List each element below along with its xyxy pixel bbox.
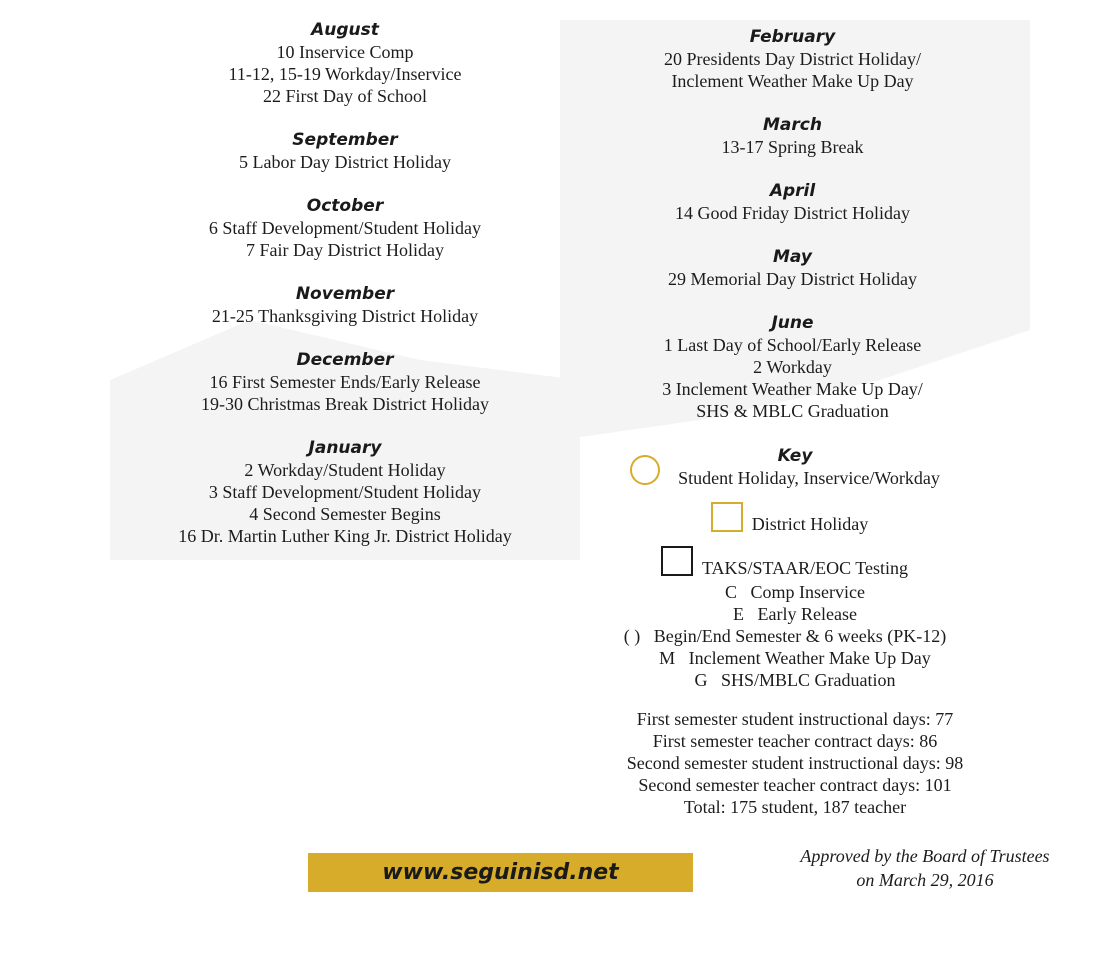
event-line: 7 Fair Day District Holiday	[246, 240, 444, 260]
stat-line: First semester student instructional days: 77	[636, 709, 954, 729]
event-line: 14 Good Friday District Holiday	[675, 203, 910, 223]
event-line: 3 Inclement Weather Make Up Day/	[662, 379, 923, 399]
month-november	[110, 283, 580, 327]
key-code-row: E Early Release	[733, 604, 857, 624]
month-september	[110, 129, 580, 173]
month-title: October	[306, 196, 384, 216]
event-line: 21-25 Thanksgiving District Holiday	[211, 306, 479, 326]
event-line: 22 First Day of School	[263, 86, 427, 106]
legend-key	[560, 445, 1030, 691]
month-title: June	[771, 313, 814, 333]
event-line: 11-12, 15-19 Workday/Inservice	[228, 64, 462, 84]
month-january	[110, 437, 580, 547]
month-title: August	[311, 20, 379, 40]
event-line: 1 Last Day of School/Early Release	[663, 335, 922, 355]
stat-line: Total: 175 student, 187 teacher	[683, 797, 907, 817]
stat-line: Second semester student instructional days: 98	[626, 753, 964, 773]
month-october	[110, 195, 580, 261]
event-line: 13-17 Spring Break	[721, 137, 864, 157]
event-line: 20 Presidents Day District Holiday/	[664, 49, 921, 69]
month-february	[560, 26, 1025, 92]
event-line: 16 Dr. Martin Luther King Jr. District Holiday	[178, 526, 512, 546]
gold-square-icon	[711, 502, 743, 532]
event-line: Inclement Weather Make Up Day	[671, 71, 914, 91]
month-may	[560, 246, 1025, 290]
key-label: District Holiday	[751, 514, 869, 534]
second-semester-column	[560, 26, 1025, 444]
key-code-row: C Comp Inservice	[725, 582, 865, 602]
key-row-circle	[560, 467, 1030, 491]
event-line: SHS & MBLC Graduation	[696, 401, 889, 421]
event-line: 2 Workday/Student Holiday	[244, 460, 446, 480]
key-label: Student Holiday, Inservice/Workday	[678, 468, 940, 488]
month-title: December	[296, 350, 394, 370]
month-title: September	[292, 130, 398, 150]
key-row-gold-square	[560, 513, 1030, 537]
key-label: TAKS/STAAR/EOC Testing	[701, 558, 909, 578]
black-square-icon	[661, 546, 693, 576]
month-june	[560, 312, 1025, 422]
event-line: 6 Staff Development/Student Holiday	[208, 218, 482, 238]
approval-line: on March 29, 2016	[856, 870, 994, 890]
instructional-days-summary	[560, 708, 1030, 818]
event-line: 10 Inservice Comp	[276, 42, 414, 62]
month-title: May	[773, 247, 812, 267]
month-title: November	[295, 284, 395, 304]
month-title: February	[749, 27, 836, 47]
key-row-black-square	[560, 557, 1030, 581]
event-line: 19-30 Christmas Break District Holiday	[201, 394, 489, 414]
key-title: Key	[777, 446, 813, 466]
event-line: 4 Second Semester Begins	[249, 504, 441, 524]
event-line: 5 Labor Day District Holiday	[239, 152, 451, 172]
first-semester-column	[110, 19, 580, 569]
website-link[interactable]: www.seguinisd.net	[382, 860, 619, 885]
event-line: 2 Workday	[753, 357, 832, 377]
key-code-row: M Inclement Weather Make Up Day	[659, 648, 931, 668]
key-code-row: ( ) Begin/End Semester & 6 weeks (PK-12)	[623, 626, 947, 646]
website-banner[interactable]	[308, 853, 693, 892]
event-line: 16 First Semester Ends/Early Release	[209, 372, 481, 392]
month-april	[560, 180, 1025, 224]
month-march	[560, 114, 1025, 158]
event-line: 3 Staff Development/Student Holiday	[208, 482, 482, 502]
approval-line: Approved by the Board of Trustees	[800, 846, 1050, 866]
circle-outline-icon	[630, 455, 660, 485]
key-code-row: G SHS/MBLC Graduation	[694, 670, 896, 690]
event-line: 29 Memorial Day District Holiday	[668, 269, 917, 289]
month-august	[110, 19, 580, 107]
stat-line: Second semester teacher contract days: 101	[638, 775, 952, 795]
month-title: April	[769, 181, 816, 201]
approval-note	[760, 844, 1090, 892]
month-december	[110, 349, 580, 415]
month-title: March	[763, 115, 822, 135]
stat-line: First semester teacher contract days: 86	[652, 731, 938, 751]
month-title: January	[308, 438, 382, 458]
